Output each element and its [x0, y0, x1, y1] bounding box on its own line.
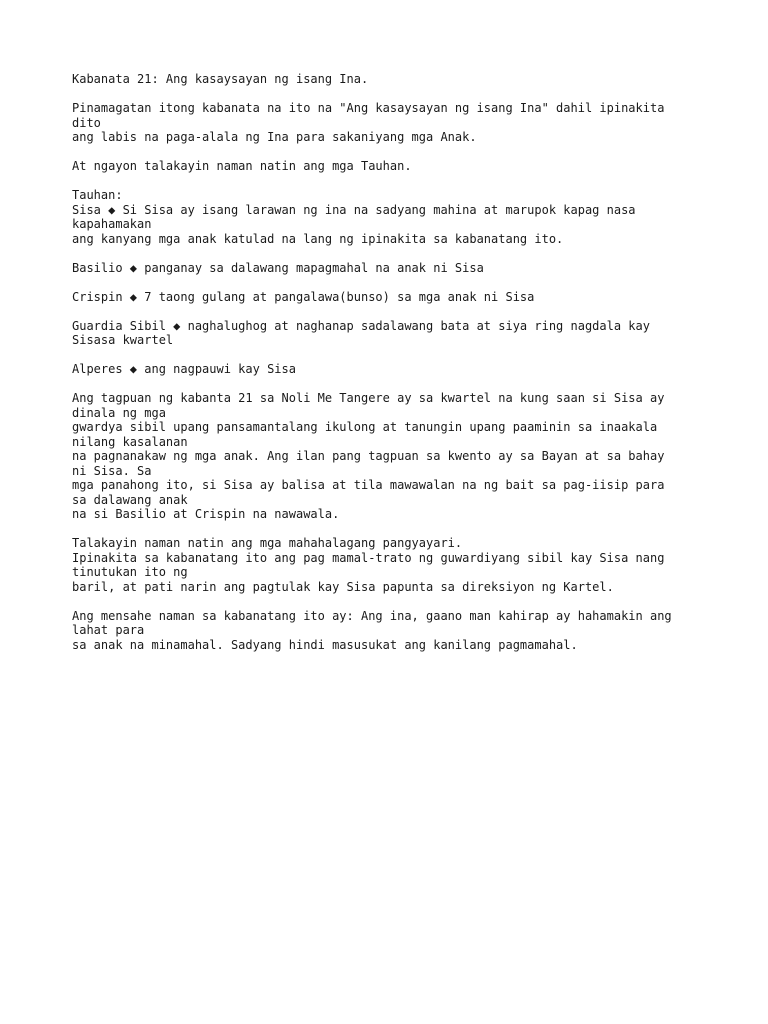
- text-line: baril, at pati narin ang pagtulak kay Sisa papunta sa direksiyon ng Kartel.: [72, 579, 614, 594]
- text-line: sa anak na minamahal. Sadyang hindi masusukat ang kanilang pagmamahal.: [72, 637, 578, 652]
- text-line: Sisa ◆ Si Sisa ay isang larawan ng ina na sadyang mahina at marupok kapag nasa: [72, 202, 636, 217]
- text-line: Ang tagpuan ng kabanta 21 sa Noli Me Tangere ay sa kwartel na kung saan si Sisa ay: [72, 391, 665, 405]
- text-line: mga panahong ito, si Sisa ay balisa at tila mawawalan na ng bait sa pag-iisip para: [72, 478, 665, 492]
- text-line: Ipinakita sa kabanatang ito ang pag mamal-trato ng guwardiyang sibil kay Sisa nang: [72, 550, 665, 565]
- chapter-title: [72, 72, 712, 87]
- text-line: Alperes ◆ ang nagpauwi kay Sisa: [72, 362, 296, 376]
- paragraph-crispin: [72, 290, 712, 305]
- text-line: gwardya sibil upang pansamantalang ikulong at tanungin upang paaminin sa inaakala: [72, 420, 658, 434]
- text-line: Guardia Sibil ◆ naghalughog at naghanap sadalawang bata at siya ring nagdala kay: [72, 318, 650, 333]
- paragraph-tagpuan: [72, 391, 712, 522]
- text-line: Ang mensahe naman sa kabanatang ito ay: Ang ina, gaano man kahirap ay hahamakin ang: [72, 608, 672, 623]
- paragraph-guardia-sibil: [72, 319, 712, 348]
- text-line: ni Sisa. Sa: [72, 463, 152, 478]
- paragraph-transition: [72, 159, 712, 174]
- text-line: Talakayin naman natin ang mga mahahalagang pangyayari.: [72, 536, 463, 550]
- text-line: dinala ng mga: [72, 405, 166, 420]
- text-line: na si Basilio at Crispin na nawawala.: [72, 507, 340, 521]
- text-line: Tauhan:: [72, 188, 123, 202]
- document-page: [72, 72, 712, 667]
- text-line: sa dalawang anak: [72, 492, 188, 507]
- text-line: lahat para: [72, 623, 145, 637]
- paragraph-mensahe: [72, 609, 712, 653]
- paragraph-basilio: [72, 261, 712, 276]
- paragraph-alperes: [72, 362, 712, 377]
- text-line: Sisasa kwartel: [72, 333, 174, 347]
- text-line: tinutukan ito ng: [72, 565, 188, 579]
- text-line: Pinamagatan itong kabanata na ito na "Ang kasaysayan ng isang Ina" dahil ipinakita: [72, 101, 665, 115]
- paragraph-tauhan-sisa: [72, 188, 712, 246]
- text-line: Crispin ◆ 7 taong gulang at pangalawa(bunso) sa mga anak ni Sisa: [72, 289, 535, 304]
- text-line: ang kanyang mga anak katulad na lang ng ipinakita sa kabanatang ito.: [72, 231, 564, 246]
- text-line: Basilio ◆ panganay sa dalawang mapagmahal na anak ni Sisa: [72, 260, 484, 275]
- text-line: Kabanata 21: Ang kasaysayan ng isang Ina.: [72, 72, 369, 86]
- text-line: At ngayon talakayin naman natin ang mga Tauhan.: [72, 159, 412, 173]
- text-line: nilang kasalanan: [72, 434, 188, 449]
- paragraph-intro: [72, 101, 712, 145]
- text-line: dito: [72, 115, 101, 130]
- paragraph-pangyayari: [72, 536, 712, 594]
- text-line: kapahamakan: [72, 217, 152, 231]
- text-line: na pagnanakaw ng mga anak. Ang ilan pang tagpuan sa kwento ay sa Bayan at sa bahay: [72, 449, 665, 463]
- text-line: ang labis na paga-alala ng Ina para sakaniyang mga Anak.: [72, 130, 477, 144]
